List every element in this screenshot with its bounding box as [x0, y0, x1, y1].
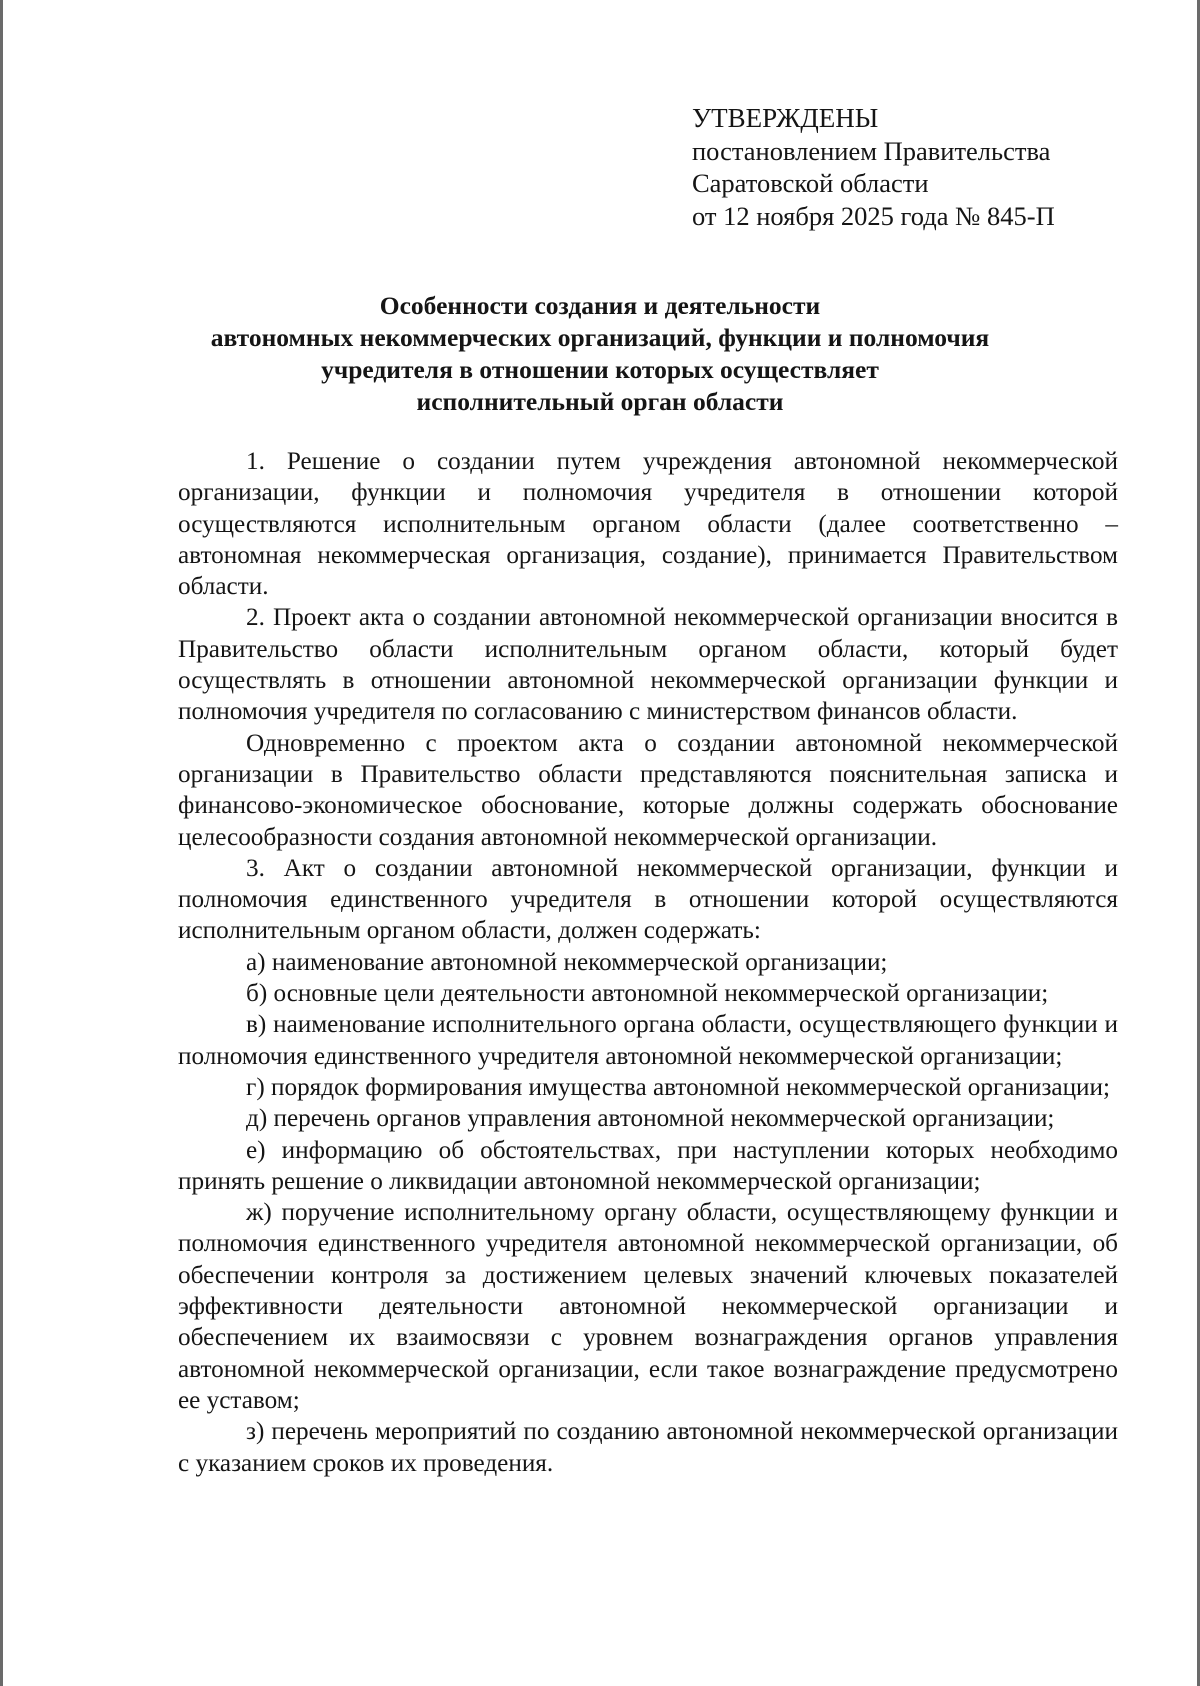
list-item-a: а) наименование автономной некоммерческой организации;	[246, 948, 888, 976]
title-line: исполнительный орган области	[416, 387, 784, 416]
approval-line: от 12 ноября 2025 года № 845-П	[692, 200, 1055, 231]
list-item-zh: ж) поручение исполнительному органу области, осуществляющему функции и полномочия единственного учредителя автономной некоммерческой организации, об обеспечении контроля за достижением целевых значений ключевых показателей эффективности деятельности автономной некоммерческой организации и обеспечением их взаимосвязи с уровнем вознаграждения органов управления автономной некоммерческой организации, если такое вознаграждение предусмотрено ее уставом;	[178, 1199, 1118, 1414]
approval-stamp-block	[692, 102, 1055, 232]
list-item-z: з) перечень мероприятий по созданию автономной некоммерческой организации с указанием сроков их проведения.	[178, 1418, 1118, 1477]
paragraph-2: 2. Проект акта о создании автономной некоммерческой организации вносится в Правительство области исполнительным органом области, который будет осуществлять в отношении автономной некоммерческой организации функции и полномочия учредителя по согласованию с министерством финансов области.	[178, 604, 1118, 726]
list-item-v: в) наименование исполнительного органа области, осуществляющего функции и полномочия единственного учредителя автономной некоммерческой организации;	[178, 1011, 1118, 1070]
list-item-b: б) основные цели деятельности автономной некоммерческой организации;	[246, 980, 1049, 1008]
title-line: автономных некоммерческих организаций, функции и полномочия	[210, 323, 990, 352]
list-item-g: г) порядок формирования имущества автономной некоммерческой организации;	[246, 1073, 1111, 1101]
paragraph-2-continued: Одновременно с проектом акта о создании автономной некоммерческой организации в Правительство области представляются пояснительная записка и финансово-экономическое обоснование, которые должны содержать обоснование целесообразности создания автономной некоммерческой организации.	[178, 729, 1118, 851]
title-line: учредителя в отношении которых осуществляет	[321, 355, 879, 384]
approval-heading: УТВЕРЖДЕНЫ	[692, 103, 879, 133]
list-item-d: д) перечень органов управления автономной некоммерческой организации;	[246, 1105, 1055, 1133]
paragraph-1: 1. Решение о создании путем учреждения автономной некоммерческой организации, функции и полномочия учредителя в отношении которой осуществляются исполнительным органом области (далее соответственно – автономная некоммерческая организация, создание), принимается Правительством области.	[178, 448, 1118, 601]
scan-left-edge	[0, 0, 3, 1686]
approval-line: постановлением Правительства	[692, 135, 1051, 166]
approval-line: Саратовской области	[692, 168, 929, 198]
paragraph-3: 3. Акт о создании автономной некоммерческой организации, функции и полномочия единственного учредителя в отношении которой осуществляются исполнительным органом области, должен содержать:	[178, 854, 1118, 945]
title-line: Особенности создания и деятельности	[379, 291, 821, 320]
list-item-e: е) информацию об обстоятельствах, при наступлении которых необходимо принять решение о ликвидации автономной некоммерческой организации;	[178, 1136, 1118, 1195]
document-title	[150, 290, 1050, 418]
document-body	[178, 446, 1118, 1479]
